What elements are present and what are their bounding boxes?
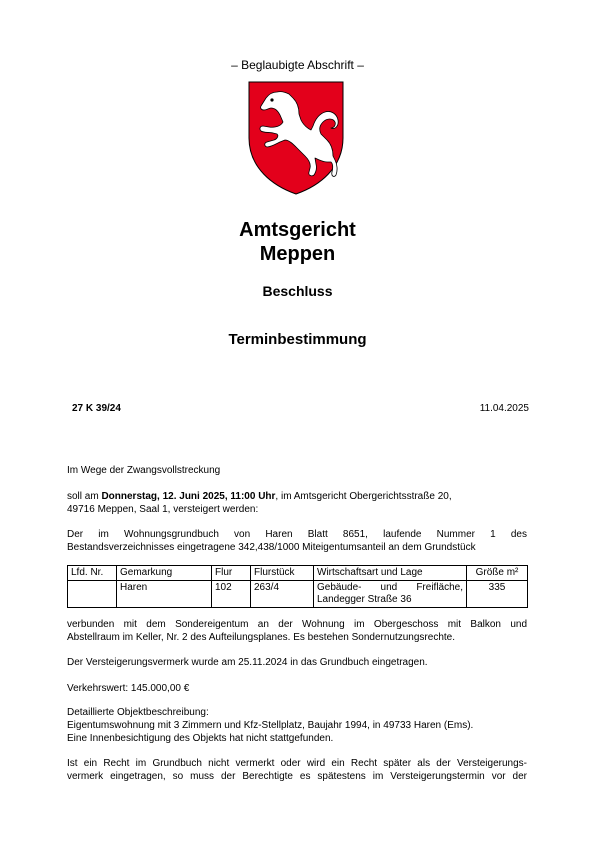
land-register-table [67,565,528,608]
case-number: 27 K 39/24 [72,403,121,414]
table-row [68,581,528,608]
wirtschaftsart-line-2: Landegger Straße 36 [317,594,412,605]
paragraph-property [67,528,527,554]
cell-wirtschaftsart [314,581,467,608]
cell-flur: 102 [212,581,251,608]
paragraph-verkehrswert: Verkehrswert: 145.000,00 € [67,683,190,694]
col-wirtschaftsart: Wirtschaftsart und Lage [314,566,467,581]
col-flur: Flur [212,566,251,581]
paragraph-vermerk: Der Versteigerungsvermerk wurde am 25.11.2024 in das Grundbuch eingetragen. [67,657,428,668]
property-line-2: Bestandsverzeichnisses eingetragene 342,438/1000 Miteigentumsanteil an dem Grundstück [67,542,476,553]
court-name [0,218,595,266]
objekt-line-1: Eigentumswohnung mit 3 Zimmern und Kfz-Stellplatz, Baujahr 1994, in 49733 Haren (Ems). [67,720,474,731]
court-location: Meppen [259,243,336,265]
court-title: Amtsgericht [239,219,356,241]
cell-gemarkung: Haren [117,581,212,608]
objekt-line-2: Eine Innenbesichtigung des Objekts hat nicht stattgefunden. [67,733,334,744]
paragraph-auction-date [67,490,527,516]
cell-flurstueck: 263/4 [251,581,314,608]
paragraph-sondereigentum [67,618,527,644]
coat-of-arms-horse-icon [247,80,345,196]
auction-location: , im Amtsgericht Obergerichtsstraße 20, [275,491,452,502]
sondereigentum-line-2: Abstellraum im Keller, Nr. 2 des Aufteilungsplanes. Es bestehen Sondernutzungsrechte. [67,632,456,643]
col-flurstueck: Flurstück [251,566,314,581]
rechte-line-2: vermerk eingetragen, so muss der Berechtigte es spätestens im Versteigerungstermin vor der [67,771,527,782]
certified-copy-label: – Beglaubigte Abschrift – [231,58,364,72]
subject-heading: Terminbestimmung [228,331,367,348]
sondereigentum-line-1: verbunden mit dem Sondereigentum an der Wohnung im Obergeschoss mit Balkon und [67,619,527,630]
paragraph-enforcement: Im Wege der Zwangsvollstreckung [67,465,221,476]
col-groesse: Größe m² [467,566,528,581]
decision-heading: Beschluss [262,283,333,299]
cell-groesse: 335 [467,581,528,608]
paragraph-objektbeschreibung [67,706,527,745]
cell-lfd-nr [68,581,117,608]
col-gemarkung: Gemarkung [117,566,212,581]
rechte-line-1: Ist ein Recht im Grundbuch nicht vermerkt oder wird ein Recht später als der Versteigerungs- [67,758,527,769]
auction-room: 49716 Meppen, Saal 1, versteigert werden: [67,504,259,515]
auction-prefix: soll am [67,491,102,502]
col-lfd-nr: Lfd. Nr. [68,566,117,581]
paragraph-rechte [67,757,527,783]
table-header-row [68,566,528,581]
property-line-1: Der im Wohnungsgrundbuch von Haren Blatt 8651, laufende Nummer 1 des [67,529,527,540]
document-date: 11.04.2025 [479,403,529,414]
auction-date: Donnerstag, 12. Juni 2025, 11:00 Uhr [101,491,276,502]
wirtschaftsart-line-1: Gebäude- und Freifläche, [317,582,463,593]
objekt-title: Detaillierte Objektbeschreibung: [67,707,209,718]
